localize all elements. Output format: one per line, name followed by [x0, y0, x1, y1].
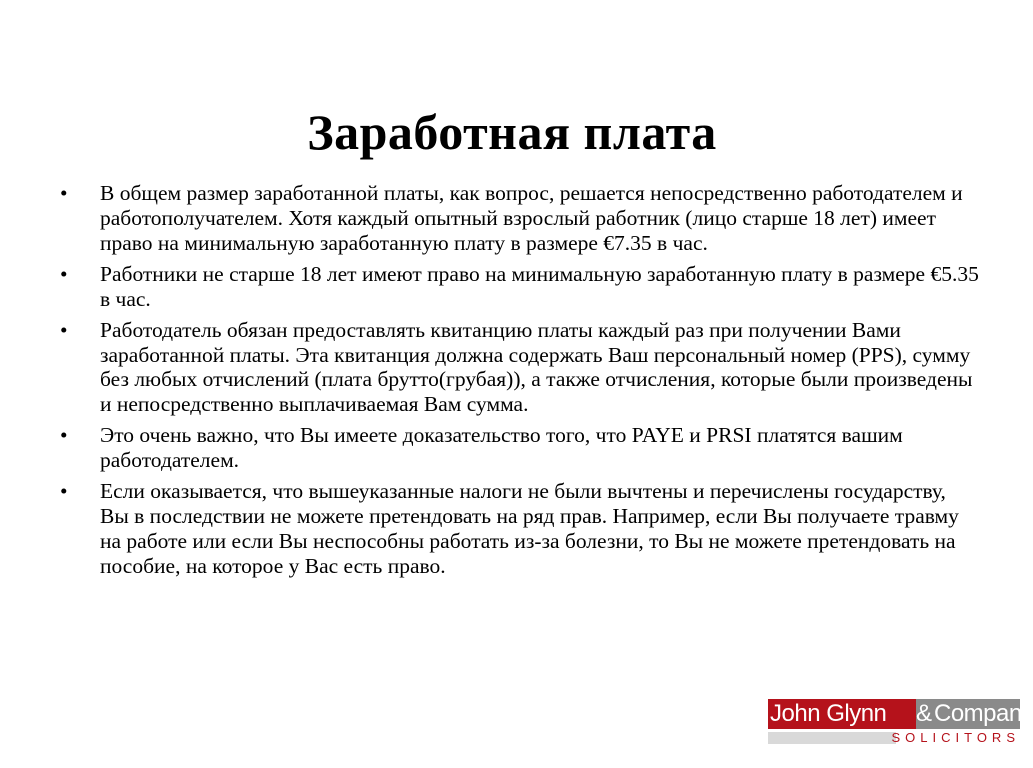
logo-ampersand: &: [916, 700, 932, 727]
logo-subtitle: SOLICITORS: [891, 730, 1020, 745]
bullet-text: Работодатель обязан предоставлять квитанцию платы каждый раз при получении Вами заработанной платы. Эта квитанция должна содержать Ваш персональный номер (PPS), сумму без любых отчислений (плата брутто(грубая)), а также отчисления, которые были произведены и непосредственно выплачиваемая Вам сумма.: [100, 317, 973, 417]
bullet-dot-icon: •: [60, 479, 68, 504]
logo-subtitle-bar: [768, 730, 1020, 745]
company-logo: [768, 699, 1033, 745]
bullet-item: [60, 181, 980, 255]
bullet-text: Если оказывается, что вышеуказанные налоги не были вычтены и перечислены государству, Вы в последствии не можете претендовать на ряд прав. Например, если Вы получаете травму на работе или если Вы неспособны работать из-за болезни, то Вы не можете претендовать на пособие, на которое у Вас есть право.: [100, 479, 959, 578]
bullet-item: [60, 262, 980, 312]
bullet-item: [60, 479, 980, 578]
bullet-dot-icon: •: [60, 181, 68, 205]
logo-banner: [768, 699, 1033, 729]
bullet-list: [60, 181, 980, 585]
logo-gray-bar: [768, 732, 896, 744]
logo-company: Company: [934, 700, 1033, 727]
bullet-item: [60, 318, 980, 417]
bullet-text: Это очень важно, что Вы имеете доказательство того, что PAYE и PRSI платятся вашим работодателем.: [100, 423, 903, 473]
slide-title: Заработная плата: [307, 103, 717, 160]
bullet-text: Работники не старше 18 лет имеют право на минимальную заработанную плату в размере €5.35 в час.: [100, 261, 979, 311]
bullet-dot-icon: •: [60, 317, 68, 342]
bullet-dot-icon: •: [60, 423, 68, 448]
logo-name: John Glynn: [770, 700, 887, 727]
bullet-dot-icon: •: [60, 261, 68, 286]
bullet-item: [60, 423, 980, 473]
bullet-text: В общем размер заработанной платы, как вопрос, решается непосредственно работодателем и работополучателем. Хотя каждый опытный взрослый работник (лицо старше 18 лет) имеет право на минимальную заработанную плату в размере €7.35 в час.: [100, 181, 963, 255]
